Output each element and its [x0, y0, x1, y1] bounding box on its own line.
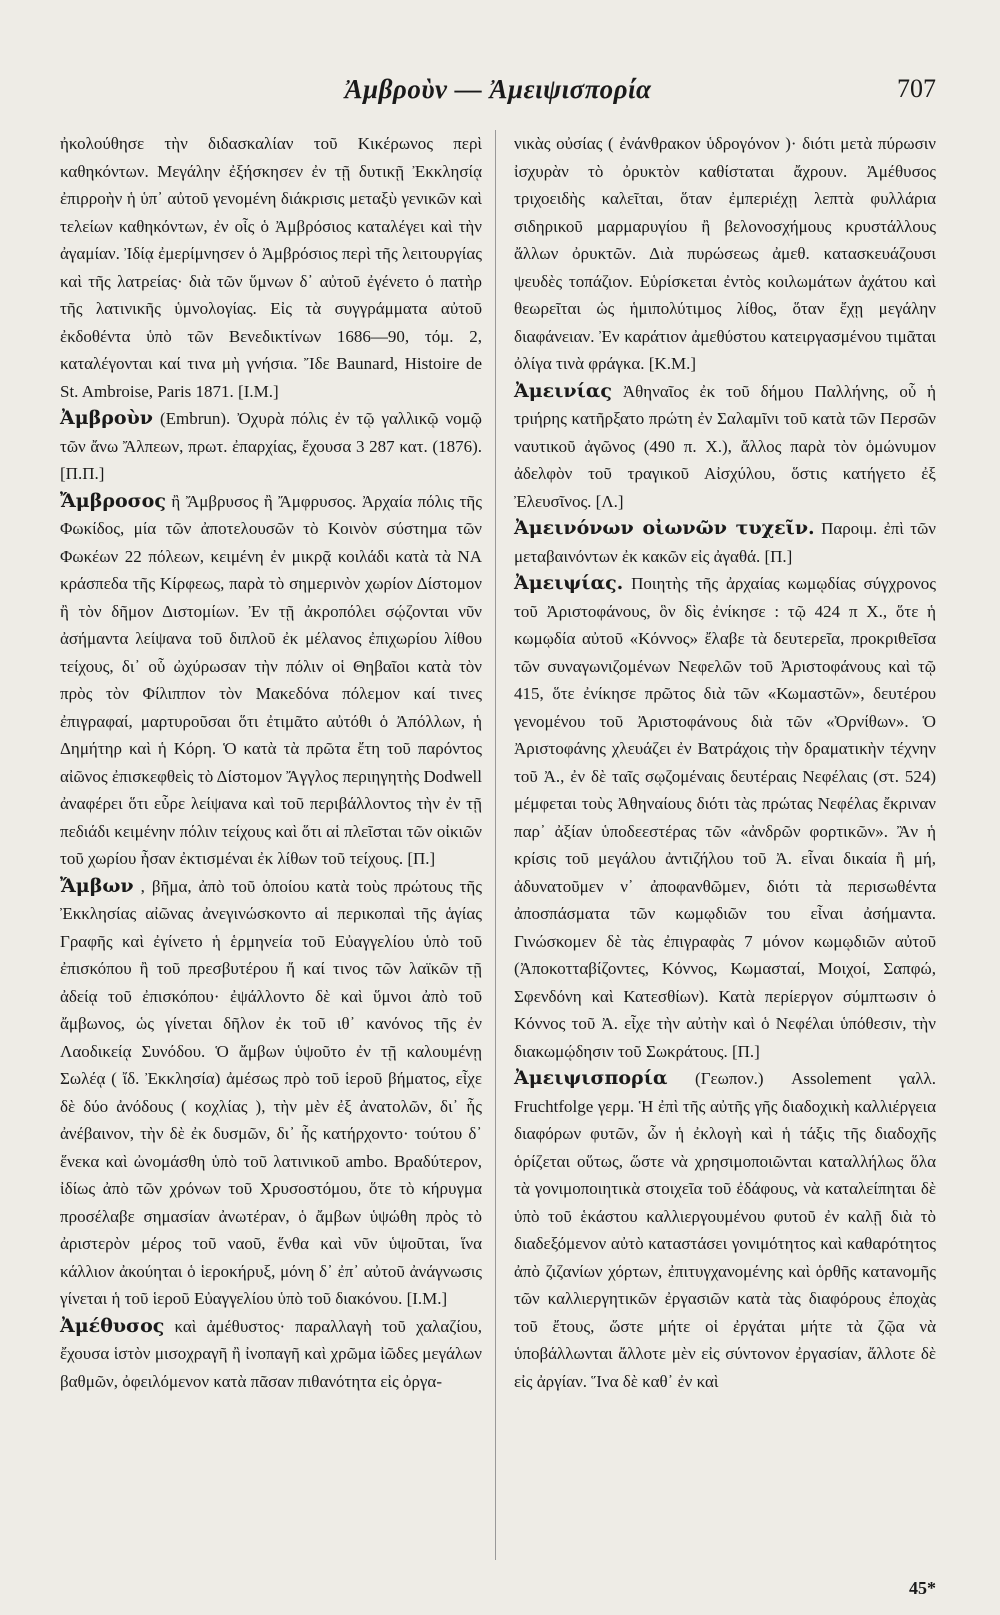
entry-headword: Ἀμεινίας	[514, 379, 612, 402]
entry-headword: Ἄμβροσος	[60, 489, 166, 512]
dictionary-entry	[60, 130, 482, 405]
entry-text: νικὰς οὐσίας ( ἐνάνθρακον ὑδρογόνον )· διότι μετὰ πύρωσιν ἰσχυρὰν τὸ ὀρυκτὸν καθίσταται ἄχρουν. Ἀμέθυσος τριχοειδὴς καλεῖται, ὅταν ἐμπεριέχῃ λεπτὰ φυλλάρια σιδηρικοῦ μαρμαρυγίου ἢ βελονοσχήμους κρυστάλλους ἄλλων ὀρυκτῶν. Διὰ πυρώσεως ἀμεθ. κατασκευάζουσι ψευδὲς τοπάζιον. Εὑρίσκεται ἐντὸς κοιλωμάτων ἀχάτου καὶ θεωρεῖται ὡς ἡμιπολύτιμος λίθος, ὅταν ἔχῃ μεγάλην διαφάνειαν. Ἐν καράτιον ἀμεθύστου κατειργασμένου τιμᾶται ὀλίγα τινὰ φράγκα. [Κ.Μ.]	[514, 134, 936, 373]
right-column	[514, 130, 936, 1395]
entry-text: (Γεωπον.) Assolement γαλλ. Fruchtfolge γερμ. Ἡ ἐπὶ τῆς αὐτῆς γῆς διαδοχικὴ καλλιέργεια διαφόρων φυτῶν, ὧν ἡ ἐκλογὴ καὶ ἡ τάξις τῆς διαδοχῆς ὁρίζεται οὕτως, ὥστε νὰ χρησιμοποιῶνται καταλλήλως ὅλα τὰ γονιμοποιητικὰ στοιχεῖα τοῦ ἐδάφους, νὰ καταλείπηται δὲ ὑπὸ τοῦ ἑκάστου καλλιεργουμένου φυτοῦ ἐν καλῇ διὰ τὸ διαδεξόμενον αὐτὸ καταστάσει γονιμότητος καὶ καθαρότητος ἀπὸ ζιζανίων χόρτων, ἐπιτυγχανομένης καὶ ὁρθῆς κατανομῆς τῶν καλλιεργητικῶν ἐργασιῶν κατὰ τὰς διαφόρους ἐποχὰς τοῦ ἔτους, ὥστε μήτε οἱ ἐργάται μήτε τὰ ζῷα νὰ ὑποβάλλωνται ἄλλοτε μὲν εἰς σύντονον ἐργασίαν, ἄλλοτε δὲ εἰς ἀργίαν. Ἵνα δὲ καθ᾽ ἐν καὶ	[514, 1069, 937, 1391]
entry-headword: Ἀμεινόνων οἰωνῶν τυχεῖν.	[514, 517, 815, 539]
entry-text: Παροιμ. ἐπὶ τῶν μεταβαινόντων ἐκ κακῶν εἰς ἀγαθά. [Π.]	[514, 519, 936, 566]
entry-text: Ἀθηναῖος ἐκ τοῦ δήμου Παλλήνης, οὗ ἡ τριήρης κατῆρξατο πρώτη ἐν Σαλαμῖνι τοῦ κατὰ τῶν Περσῶν ναυτικοῦ ἀγῶνος (490 π. Χ.), ἄλλος παρὰ τὸν ὁμώνυμον ἀδελφὸν τοῦ τραγικοῦ Αἰσχύλου, ὅστις κατήγετο ἐξ Ἐλευσῖνος. [Λ.]	[514, 381, 937, 511]
dictionary-entry	[514, 1065, 936, 1395]
entry-headword: Ἄμβων	[60, 874, 134, 897]
dictionary-entry	[514, 130, 936, 378]
entry-text: Ποιητὴς τῆς ἀρχαίας κωμῳδίας σύγχρονος τοῦ Ἀριστοφάνους, ὃν δὶς ἐνίκησε : τῷ 424 π Χ., ὅτε ἡ κωμῳδία αὐτοῦ «Κόννος» ἔλαβε τὰ δευτερεῖα, προκριθεῖσα τῶν συναγωνιζομένων Νεφελῶν τοῦ Ἀριστοφάνους καὶ τῷ 415, ὅτε ἐνίκησε πρῶτος διὰ τῶν «Κωμαστῶν», δευτέρου γενομένου τοῦ Ἀριστοφάνους διὰ τῶν «Ὀρνίθων». Ὁ Ἀριστοφάνης χλευάζει ἐν Βατράχοις τὴν δραματικὴν τέχνην τοῦ Ἀ., ἐν δὲ ταῖς σῳζομέναις δευτέραις Νεφέλαις (στ. 524) μέμφεται τοὺς Ἀθηναίους διότι τὰς πρώτας Νεφέλας ἔκριναν παρ᾽ ἀξίαν ὑποδεεστέρας τῶν «ἀνδρῶν φορτικῶν». Ἂν ἡ κρίσις τοῦ μεγάλου ἀντιζήλου τοῦ Ἀ. εἶναι δικαία ἢ μή, ἀδυνατοῦμεν ν᾽ ἀποφανθῶμεν, διότι τὰ περισωθέντα ἀποσπάσματα τῶν κωμῳδιῶν του εἶναι ἀσήμαντα. Γινώσκομεν δὲ τὰς ἐπιγραφὰς 7 μόνον κωμῳδιῶν αὐτοῦ (Ἀποκοτταβίζοντες, Κόννος, Κωμασταί, Μοιχοί, Σαπφώ, Σφενδόνη καὶ Κατεσθίων). Κατὰ περίεργον σύμπτωσιν ὁ Κόννος τοῦ Ἀ. εἶχε τὴν αὐτὴν καὶ ὁ Νεφέλαι ὑπόθεσιν, τὴν διακωμῴδησιν τοῦ Σωκράτους. [Π.]	[514, 574, 936, 1061]
left-column	[60, 130, 482, 1395]
entry-headword: Ἀμειψισπορία	[514, 1067, 668, 1089]
dictionary-entry	[60, 405, 482, 488]
dictionary-entry	[60, 873, 482, 1313]
dictionary-entry	[60, 488, 482, 873]
page-number: 707	[897, 74, 936, 103]
entry-headword: Ἀμβροὺν	[60, 407, 153, 429]
printer-signature: 45*	[909, 1578, 936, 1598]
entry-text: (Embrun). Ὀχυρὰ πόλις ἐν τῷ γαλλικῷ νομῷ τῶν ἄνω Ἄλπεων, πρωτ. ἐπαρχίας, ἔχουσα 3 287 κατ. (1876). [Π.Π.]	[60, 409, 482, 483]
text-columns	[60, 130, 936, 1395]
entry-text: καὶ ἀμέθυστος· παραλλαγὴ τοῦ χαλαζίου, ἔχουσα ἱστὸν μισοχραγῆ ἢ ἰνοπαγῆ καὶ χρῶμα ἰῶδες μεγάλων βαθμῶν, ὀφειλόμενον κατὰ πᾶσαν πιθανότητα εἰς ὀργα-	[60, 1316, 483, 1391]
entry-text: ἠκολούθησε τὴν διδασκαλίαν τοῦ Κικέρωνος περὶ καθηκόντων. Μεγάλην ἐξήσκησεν ἐν τῇ δυτικῇ Ἐκκλησίᾳ ἐπιρροὴν ἡ ὑπ᾽ αὐτοῦ γενομένη διάκρισις μεταξὺ γενικῶν καὶ τελείων καθηκόντων, ἐν οἷς ὁ Ἀμβρόσιος καταλέγει καὶ τὴν ἀγαμίαν. Ἰδίᾳ ἐμερίμνησεν ὁ Ἀμβρόσιος περὶ τῆς λειτουργίας καὶ τῆς λατρείας· διὰ τῶν ὕμνων δ᾽ αὐτοῦ ἐγένετο ὁ πατὴρ τῆς λατινικῆς ὑμνολογίας. Εἰς τὰ συγγράμματα αὐτοῦ ἐκδοθέντα ὑπὸ τῶν Βενεδικτίνων 1686—90, τόμ. 2, καταλέγονται καί τινα μὴ γνήσια. Ἴδε Baunard, Histoire de St. Ambroise, Paris 1871. [I.M.]	[60, 134, 482, 401]
dictionary-entry	[60, 1313, 482, 1396]
dictionary-entry	[514, 515, 936, 570]
dictionary-entry	[514, 570, 936, 1065]
entry-headword: Ἀμειψίας.	[514, 572, 624, 594]
entry-text: , βῆμα, ἀπὸ τοῦ ὁποίου κατὰ τοὺς πρώτους τῆς Ἐκκλησίας αἰῶνας ἀνεγινώσκοντο αἱ περικοπαὶ τῆς ἁγίας Γραφῆς καὶ ἐγίνετο ἡ ἑρμηνεία τοῦ Εὐαγγελίου ὑπὸ τοῦ ἐπισκόπου ἢ τοῦ πρεσβυτέρου ἤ καί τινος τῶν λαϊκῶν τῇ ἀδείᾳ τοῦ ἐπισκόπου· ἐψάλλοντο δὲ καὶ ὕμνοι ἀπὸ τοῦ ἄμβωνος, ὡς γίνεται δῆλον ἐκ τοῦ ιθ᾽ κανόνος τῆς ἐν Λαοδικείᾳ Συνόδου. Ὁ ἄμβων ὑψοῦτο ἐν τῇ καλουμένῃ Σωλέᾳ ( ἴδ. Ἐκκλησία) ἀμέσως πρὸ τοῦ ἱεροῦ βήματος, εἶχε δὲ δύο ἀνόδους ( κοχλίας ), τὴν μὲν ἐξ ἀνατολῶν, δι᾽ ἧς ἀνέβαινον, τὴν δὲ ἐκ δυσμῶν, δι᾽ ἧς κατήρχοντο· τούτου δ᾽ ἕνεκα καὶ ὠνομάσθη ὑπὸ τοῦ λατινικοῦ ambo. Βραδύτερον, ἰδίως ἀπὸ τῶν χρόνων τοῦ Χρυσοστόμου, ὅτε τὸ κήρυγμα προσέλαβε σημασίαν ἀνωτέραν, ὁ ἄμβων ὑψώθη πρὸς τὸ ἀριστερὸν μέρος τοῦ ναοῦ, ἕνθα καὶ νῦν ὑψοῦται, ἵνα κάλλιον ἀκούηται ὁ ἱεροκήρυξ, μόνη δ᾽ ἐπ᾽ αὐτοῦ ἀνάγνωσις γίνεται ἡ τοῦ ἱεροῦ Εὐαγγελίου ὑπὸ τοῦ διακόνου. [I.M.]	[60, 876, 483, 1308]
running-head: Ἀμβροὺν — Ἀμειψισπορία	[344, 74, 652, 104]
entry-text: ἢ Ἄμβρυσος ἢ Ἄμφρυσος. Ἀρχαία πόλις τῆς Φωκίδος, μία τῶν ἀποτελουσῶν τὸ Κοινὸν σύστημα τῶν Φωκέων 22 πόλεων, κειμένη ἐν μικρᾷ κοιλάδι κατὰ τὰ ΝΑ κράσπεδα τῆς Κίρφεως, παρὰ τὸ σημερινὸν χωρίον Δίστομον ἢ τὸν δῆμον Διστομίων. Ἐν τῇ ἀκροπόλει σῴζονται νῦν ἀσήμαντα λείψανα τοῦ διπλοῦ ἐκ μέλανος ἐπιχωρίου λίθου τείχους, δι᾽ οὗ ὠχύρωσαν τὴν πόλιν οἱ Θηβαῖοι κατὰ τὸν πρὸς τὸν Φίλιππον τὸν Μακεδόνα πόλεμον καί τινες ἐπιγραφαί, μαρτυροῦσαι ὅτι ἐτιμᾶτο αὐτόθι ὁ Ἀπόλλων, ἡ Δημήτηρ καὶ ἡ Κόρη. Ὁ κατὰ τὰ πρῶτα ἔτη τοῦ παρόντος αἰῶνος ἐπισκεφθεὶς τὸ Δίστομον Ἄγγλος περιηγητὴς Dodwell ἀναφέρει ὅτι εὗρε λείψανα καὶ τοῦ περιβάλλοντος τὴν ἐν τῇ πεδιάδι κειμένην πόλιν τείχους καὶ ὅτι αἱ πλεῖσται τῶν οἰκιῶν τοῦ χωρίου ἦσαν ἐκτισμέναι ἐκ λίθων τοῦ τείχους. [Π.]	[60, 491, 482, 868]
page-header	[60, 74, 936, 110]
dictionary-entry	[514, 378, 936, 516]
entry-headword: Ἀμέθυσος	[60, 1314, 165, 1337]
